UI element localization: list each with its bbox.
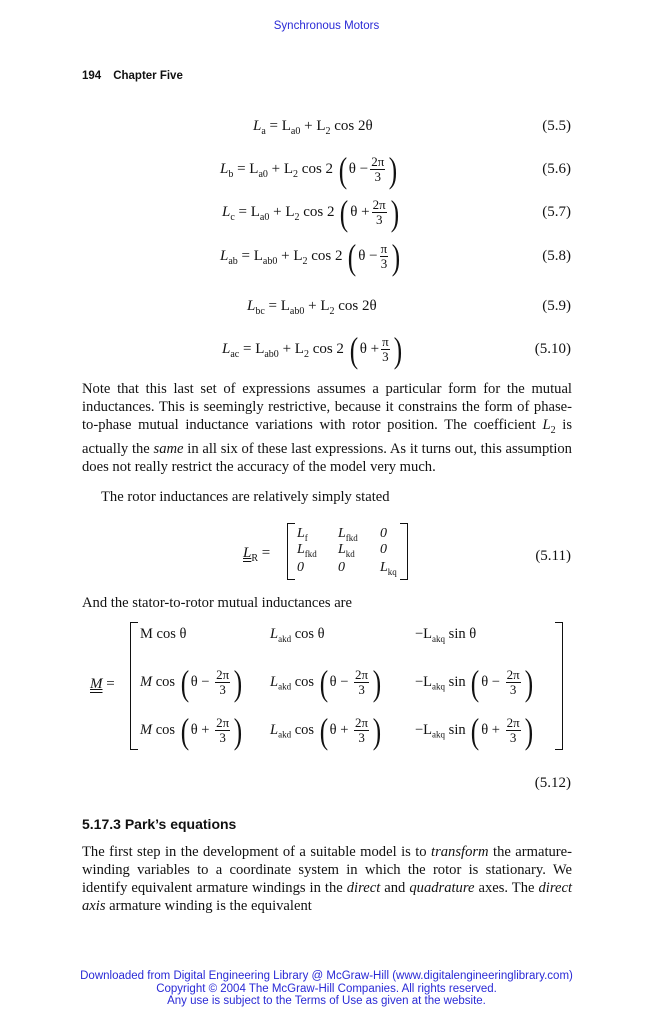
rotor-matrix-cell <box>380 526 387 543</box>
eq-func: cos 2 <box>312 340 344 357</box>
eq-func: cos 2θ <box>338 298 377 314</box>
paragraph-stator-rotor: And the stator-to-rotor mutual inductances are <box>82 595 353 611</box>
eq-frac-num: 2π <box>371 154 385 169</box>
eq-rhs: = L <box>238 203 260 220</box>
eq-rhs: = L <box>242 340 265 357</box>
eq-close-paren: ) <box>389 149 398 190</box>
rotor-matrix-cell <box>338 526 358 543</box>
eq-rhs-sub: ab0 <box>262 255 278 267</box>
rotor-matrix-cell <box>297 560 304 577</box>
rotor-matrix-cell <box>338 560 345 577</box>
mm-cell-text: sin θ <box>448 626 477 642</box>
mm-symbol-lakd: L <box>270 721 279 738</box>
eq-fraction <box>372 198 387 227</box>
equation-5-6 <box>220 149 399 190</box>
mm-sub-akd: akd <box>278 633 292 644</box>
footer <box>0 970 653 1008</box>
mm-symbol-lakd: L <box>270 673 279 690</box>
mm-frac-den: 3 <box>509 682 517 697</box>
rotor-matrix-cell <box>380 542 387 559</box>
cell-sub: f <box>304 532 308 543</box>
eq-lhs: L <box>220 160 229 177</box>
eq-rhs-sub: ab0 <box>289 306 305 317</box>
eq-lhs: L <box>222 340 231 357</box>
mutual-matrix-lhs: M = <box>90 676 115 692</box>
rotor-matrix-symbol: L <box>243 545 252 561</box>
eq-tail-sub: 2 <box>303 348 309 360</box>
para1-symbol: L <box>542 417 551 433</box>
mutual-matrix-cell: $-L_{akq}$ sin ( θ + $\frac{2\pi}{3}$ ) <box>415 710 533 751</box>
cell-symbol: L <box>380 560 388 575</box>
equation-number: (5.10) <box>534 341 571 357</box>
eq-tail-sub: 2 <box>293 168 299 180</box>
rotor-matrix-right-bracket <box>400 523 408 580</box>
mutual-matrix-symbol: M <box>90 676 103 692</box>
mm-frac-num: 2π <box>216 715 230 730</box>
mm-cell-text: cos θ <box>294 626 325 642</box>
para4-text-c: the armature-winding variables to a coordinate system in which the rotor is stationary. We identify equivalent armature windings in the <box>82 844 572 896</box>
cell-symbol: 0 <box>380 542 387 557</box>
cell-symbol: 0 <box>380 526 387 541</box>
eq-frac-den: 3 <box>375 212 383 227</box>
cell-symbol: L <box>297 542 305 557</box>
mm-close-paren: ) <box>524 710 533 751</box>
para4-emph-direct-axis: direct axis <box>82 880 572 914</box>
eq-lhs: L <box>222 203 231 220</box>
page-header <box>82 70 183 82</box>
para4-emph-direct: direct <box>346 880 381 896</box>
equation-number-5-11: (5.11) <box>535 548 571 564</box>
eq-rhs: = L <box>268 298 290 314</box>
para4-text-g: axes. The <box>474 880 539 896</box>
eq-frac-den: 3 <box>380 256 388 271</box>
cell-sub: kq <box>387 566 397 577</box>
mm-fraction <box>215 716 230 745</box>
mm-frac-den: 3 <box>219 682 226 697</box>
footer-copyright: Copyright © 2004 The McGraw-Hill Companies. All rights reserved. <box>156 982 497 995</box>
mm-open-paren: ( <box>319 662 328 703</box>
eq-open-paren: ( <box>340 192 349 233</box>
eq-frac-den: 3 <box>374 169 381 184</box>
para4-text-i: armature winding is the equivalent <box>105 898 312 914</box>
mm-open-paren: ( <box>180 662 189 703</box>
eq-lhs-sub: c <box>230 211 235 223</box>
eq-lhs: L <box>253 118 262 134</box>
eq-tail-sub: 2 <box>294 211 300 223</box>
equation-number: (5.6) <box>542 161 571 177</box>
equation-5-7 <box>222 192 401 233</box>
equation-number: (5.8) <box>542 248 571 264</box>
mm-frac-den: 3 <box>358 730 365 745</box>
eq-rhs-sub: a0 <box>290 126 301 137</box>
eq-func: cos 2θ <box>334 118 373 134</box>
para1-text-c: is actually the <box>82 417 572 457</box>
eq-close-paren: ) <box>390 192 399 233</box>
mm-frac-den: 3 <box>509 730 517 745</box>
page-number: 194 <box>82 70 102 82</box>
mm-open-paren: ( <box>180 710 189 751</box>
para4-text-a: The first step in the development of a suitable model is to <box>82 844 432 860</box>
cell-symbol: 0 <box>338 560 345 575</box>
mm-frac-num: 2π <box>355 715 369 730</box>
eq-rhs: = L <box>237 160 259 177</box>
rotor-matrix-cell <box>380 560 397 577</box>
para1-emph: same <box>153 440 184 457</box>
para1-text-e: in all six of these last expressions. As it turns out, this assumption does not really restrict the accuracy of the model very much. <box>82 440 572 475</box>
mm-close-paren: ) <box>524 662 533 703</box>
paragraph-parks-equations <box>82 843 572 915</box>
equation-number: (5.7) <box>542 204 571 220</box>
mutual-matrix-cell: $-L_{akq}$ sin ( θ − $\frac{2\pi}{3}$ ) <box>415 662 533 703</box>
mutual-matrix-cell: $L_{akd}$ cos ( θ − $\frac{2\pi}{3}$ ) <box>270 662 382 703</box>
eq-rhs-sub: a0 <box>259 211 270 223</box>
mm-fraction <box>215 668 230 697</box>
eq-fraction <box>381 335 390 364</box>
mm-cell-text: M cos θ <box>140 626 187 642</box>
eq-lhs-sub: b <box>228 168 234 180</box>
eq-frac-den: 3 <box>382 349 389 364</box>
eq-open-paren: ( <box>349 329 358 370</box>
mm-frac-num: 2π <box>506 667 520 682</box>
para4-emph-transform: transform <box>431 844 489 860</box>
mm-sub-akq: akq <box>432 681 446 692</box>
eq-fraction <box>370 155 385 184</box>
eq-func: cos 2 <box>303 203 335 220</box>
eq-close-paren: ) <box>393 329 402 370</box>
mm-symbol-lakq: −L <box>415 673 433 690</box>
eq-lhs-sub: ab <box>228 255 238 267</box>
running-head: Synchronous Motors <box>273 20 380 32</box>
eq-open-paren: ( <box>338 149 347 190</box>
eq-tail: + L <box>308 298 330 314</box>
paragraph-mutual-inductance <box>82 380 572 476</box>
rotor-matrix-cell <box>338 542 355 559</box>
mutual-matrix-cell <box>270 626 325 644</box>
mm-open-paren: ( <box>319 710 328 751</box>
mutual-matrix-cell: M cos ( θ − $\frac{2\pi}{3}$ ) <box>140 662 243 703</box>
mm-symbol-lakq: −L <box>415 721 433 738</box>
mm-close-paren: ) <box>233 710 243 751</box>
eq-open-paren: ( <box>348 236 357 277</box>
eq-arg: θ − <box>348 160 369 177</box>
eq-lhs: L <box>220 247 229 264</box>
eq-arg: θ + <box>359 340 380 357</box>
equation-number: (5.5) <box>542 118 571 134</box>
para1-symbol-sub: 2 <box>550 424 556 436</box>
equation-number: (5.9) <box>542 298 571 314</box>
rotor-matrix-left-bracket <box>287 523 295 580</box>
mm-symbol-lakd: L <box>270 626 279 642</box>
mutual-matrix-cell <box>140 626 186 643</box>
mm-close-paren: ) <box>372 710 382 751</box>
equation-number-5-12: (5.12) <box>534 775 571 791</box>
mutual-matrix-cell: $L_{akd}$ cos ( θ + $\frac{2\pi}{3}$ ) <box>270 710 382 751</box>
mm-fraction <box>506 716 521 745</box>
mutual-matrix-left-bracket <box>130 622 138 750</box>
mm-close-paren: ) <box>372 662 382 703</box>
eq-tail-sub: 2 <box>329 306 335 317</box>
section-heading: 5.17.3 Park’s equations <box>82 816 237 832</box>
mm-sub-akq: akq <box>432 633 446 644</box>
eq-arg: θ − <box>358 247 378 264</box>
mutual-matrix-right-bracket <box>555 622 563 750</box>
mm-sub-akq: akq <box>432 729 446 740</box>
eq-frac-num: π <box>380 241 388 256</box>
eq-rhs: = L <box>241 247 263 264</box>
cell-sub: fkd <box>304 548 317 559</box>
rotor-matrix-cell <box>297 542 317 559</box>
equation-5-10 <box>222 329 404 370</box>
mm-symbol-lakq: −L <box>415 626 433 642</box>
mm-frac-num: 2π <box>506 715 520 730</box>
mm-frac-den: 3 <box>219 730 226 745</box>
mutual-matrix-cell: M cos ( θ + $\frac{2\pi}{3}$ ) <box>140 710 243 751</box>
eq-tail-sub: 2 <box>325 126 331 137</box>
eq-tail: + L <box>271 160 294 177</box>
chapter-title: Chapter Five <box>113 70 183 82</box>
cell-symbol: L <box>297 526 305 541</box>
eq-arg: θ + <box>350 203 370 220</box>
mm-frac-num: 2π <box>216 667 230 682</box>
rotor-matrix-cell <box>297 526 308 543</box>
eq-lhs-sub: bc <box>255 306 265 317</box>
eq-tail: + L <box>273 203 295 220</box>
eq-tail: + L <box>304 118 326 134</box>
mm-frac-num: 2π <box>355 667 369 682</box>
equation-5-8 <box>220 236 402 277</box>
footer-terms: Any use is subject to the Terms of Use as given at the website. <box>167 995 486 1007</box>
mm-open-paren: ( <box>471 662 480 703</box>
footer-download-link[interactable]: Downloaded from Digital Engineering Library @ McGraw-Hill (www.digitalengineeringlibrary.com) <box>80 970 573 982</box>
eq-frac-num: π <box>382 334 389 349</box>
eq-lhs-sub: a <box>261 126 266 137</box>
rotor-matrix-lhs: $L_R$ = <box>243 545 271 564</box>
paragraph-rotor-inductances: The rotor inductances are relatively simply stated <box>101 489 390 505</box>
mm-sub-akd: akd <box>278 681 292 692</box>
eq-rhs-sub: ab0 <box>264 348 279 360</box>
equation-5-9 <box>247 298 377 317</box>
eq-tail: + L <box>281 247 303 264</box>
para1-text-a: Note that this last set of expressions assumes a particular form for the mutual inductances. This is seemingly restrictive, because it constrains the form of phase-to-phase mutual inductance variations with rotor position. The coefficient <box>82 381 572 433</box>
cell-sub: fkd <box>345 532 358 543</box>
eq-fraction <box>380 242 389 271</box>
eq-lhs: L <box>247 298 256 314</box>
mutual-matrix-cell <box>415 626 476 644</box>
mm-fraction <box>506 668 521 697</box>
eq-rhs-sub: a0 <box>258 168 268 180</box>
cell-symbol: 0 <box>297 560 304 575</box>
eq-tail: + L <box>282 340 304 357</box>
mm-close-paren: ) <box>233 662 243 703</box>
eq-close-paren: ) <box>392 236 401 277</box>
cell-symbol: L <box>338 542 346 557</box>
para4-text-e: and <box>380 880 410 896</box>
eq-lhs-sub: ac <box>230 348 240 360</box>
eq-rhs: = L <box>269 118 291 134</box>
eq-func: cos 2 <box>301 160 334 177</box>
equation-5-5 <box>253 118 373 137</box>
mm-fraction <box>354 668 369 697</box>
mm-sub-akd: akd <box>278 729 292 740</box>
cell-symbol: L <box>338 526 346 541</box>
eq-frac-num: 2π <box>372 197 386 212</box>
mm-fraction <box>354 716 369 745</box>
rotor-matrix-symbol-sub: R <box>251 553 259 564</box>
eq-func: cos 2 <box>311 247 343 264</box>
cell-sub: kd <box>345 548 355 559</box>
eq-tail-sub: 2 <box>302 255 308 267</box>
mm-frac-den: 3 <box>358 682 365 697</box>
mm-open-paren: ( <box>471 710 480 751</box>
para4-emph-quadrature: quadrature <box>409 880 475 896</box>
